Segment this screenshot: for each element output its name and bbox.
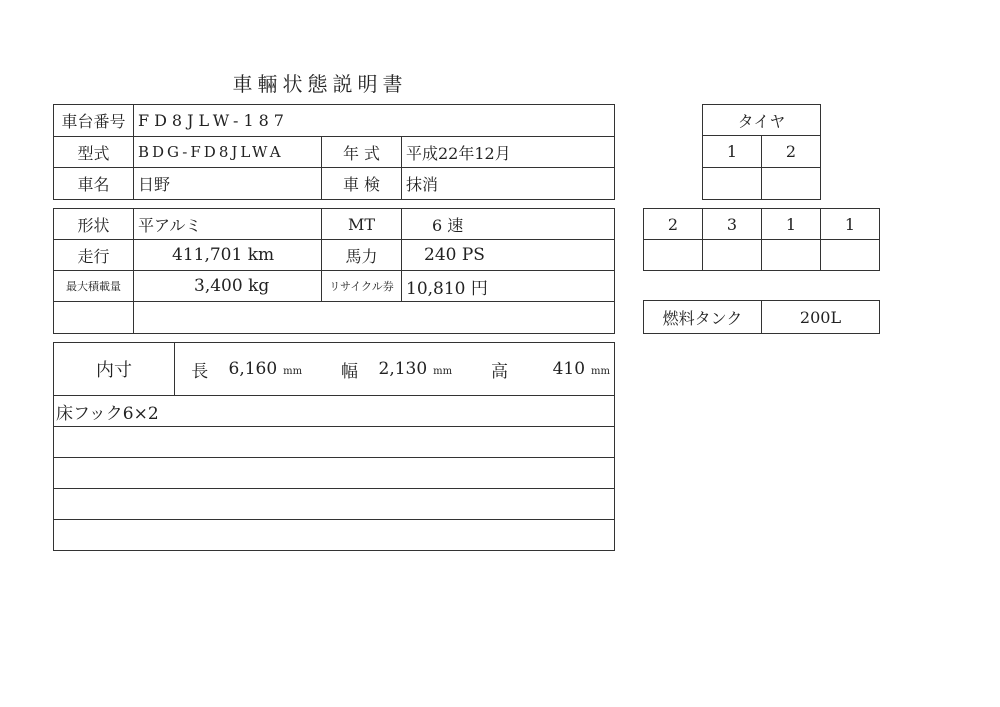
length-unit: mm [283,366,303,377]
inspection-value: 抹消 [402,168,615,200]
length-cell [225,343,325,396]
model-year-label: 年 式 [322,137,402,168]
empty-cell [134,302,615,334]
recycle-fee-label: リサイクル券 [322,271,402,302]
mileage-value: 411,701 km [134,240,322,271]
width-label: 幅 [325,343,375,396]
transmission-value: 6 速 [402,209,615,240]
model-year-value: 平成22年12月 [402,137,615,168]
document-title: 車輛状態説明書 [232,72,408,96]
tire-rear-3: 1 [762,209,821,240]
horsepower-value: 240 PS [402,240,615,271]
model-type-value: BDG-FD8JLWA [134,137,322,168]
tire-label: タイヤ [703,105,821,136]
width-value: 2,130 [378,359,428,379]
empty-line [54,489,615,520]
width-unit: mm [433,366,453,377]
empty-cell [821,240,880,271]
max-load-label: 最大積載量 [54,271,134,302]
height-label: 高 [475,343,525,396]
empty-cell [54,302,134,334]
model-type-label: 型式 [54,137,134,168]
shape-value: 平アルミ [134,209,322,240]
dimensions-table [53,342,615,551]
width-cell [375,343,475,396]
length-value: 6,160 [228,359,278,379]
length-label: 長 [175,343,225,396]
tire-front-1: 1 [703,136,762,168]
tire-front-2: 2 [762,136,821,168]
mileage-label: 走行 [54,240,134,271]
horsepower-label: 馬力 [322,240,402,271]
inspection-label: 車 検 [322,168,402,200]
tire-table [702,104,821,200]
fuel-tank-value: 200L [762,301,880,334]
max-load-value: 3,400 kg [134,271,322,302]
specs-table [53,208,615,334]
transmission-label: MT [322,209,402,240]
recycle-fee-value: 10,810 円 [402,271,615,302]
fuel-tank-table [643,300,880,334]
vehicle-info-table [53,104,615,200]
inner-dimensions-label: 内寸 [54,343,175,396]
vehicle-name-label: 車名 [54,168,134,200]
tire-rear-4: 1 [821,209,880,240]
note-line: 床フック6×2 [54,396,615,427]
height-value: 410 [552,359,586,379]
empty-cell [703,168,762,200]
vehicle-name-value: 日野 [134,168,322,200]
height-cell [525,343,615,396]
height-unit: mm [591,366,610,377]
tire-rear-1: 2 [644,209,703,240]
empty-line [54,520,615,551]
empty-cell [762,240,821,271]
empty-line [54,427,615,458]
fuel-tank-label: 燃料タンク [644,301,762,334]
empty-cell [762,168,821,200]
empty-cell [703,240,762,271]
empty-cell [644,240,703,271]
shape-label: 形状 [54,209,134,240]
empty-line [54,458,615,489]
tire-rear-table [643,208,880,271]
chassis-number-value: FD8JLW-187 [134,105,615,137]
chassis-number-label: 車台番号 [54,105,134,137]
tire-rear-2: 3 [703,209,762,240]
